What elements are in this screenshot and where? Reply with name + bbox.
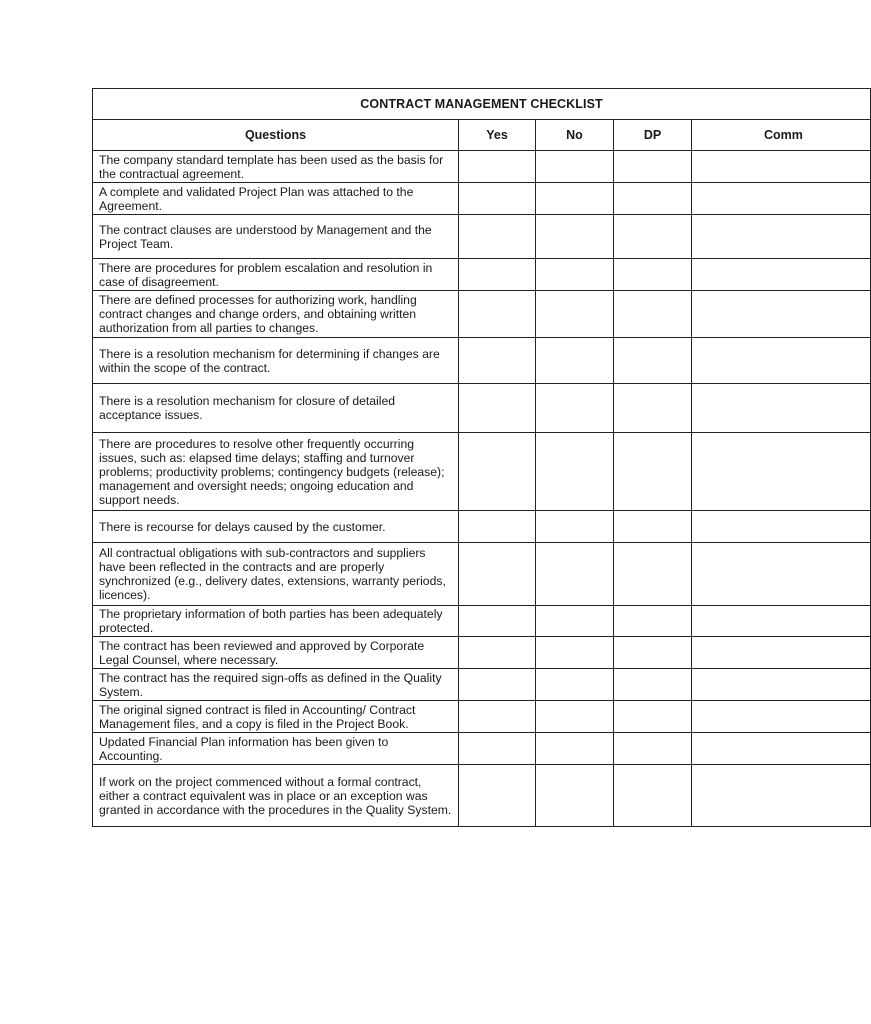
table-row [93, 543, 871, 606]
question-text: There is a resolution mechanism for determining if changes are within the scope of the contract. [93, 338, 459, 384]
dp-cell[interactable] [614, 433, 692, 511]
comments-cell[interactable] [692, 215, 871, 259]
table-row [93, 606, 871, 637]
question-text: The company standard template has been used as the basis for the contractual agreement. [93, 151, 459, 183]
question-text: There is a resolution mechanism for closure of detailed acceptance issues. [93, 384, 459, 433]
dp-cell[interactable] [614, 384, 692, 433]
dp-cell[interactable] [614, 637, 692, 669]
yes-cell[interactable] [459, 669, 536, 701]
table-row [93, 338, 871, 384]
dp-cell[interactable] [614, 511, 692, 543]
table-row [93, 384, 871, 433]
no-cell[interactable] [536, 669, 614, 701]
yes-cell[interactable] [459, 606, 536, 637]
table-row [93, 259, 871, 291]
comments-cell[interactable] [692, 433, 871, 511]
no-cell[interactable] [536, 701, 614, 733]
no-cell[interactable] [536, 183, 614, 215]
comments-cell[interactable] [692, 511, 871, 543]
yes-cell[interactable] [459, 384, 536, 433]
dp-cell[interactable] [614, 259, 692, 291]
comments-cell[interactable] [692, 637, 871, 669]
table-row [93, 669, 871, 701]
yes-cell[interactable] [459, 291, 536, 338]
comments-cell[interactable] [692, 543, 871, 606]
comments-cell[interactable] [692, 338, 871, 384]
question-text: The contract clauses are understood by Management and the Project Team. [93, 215, 459, 259]
yes-cell[interactable] [459, 765, 536, 827]
table-row [93, 215, 871, 259]
no-cell[interactable] [536, 384, 614, 433]
dp-column-header: DP [614, 120, 692, 151]
checklist-table [92, 88, 871, 827]
yes-cell[interactable] [459, 511, 536, 543]
comments-cell[interactable] [692, 291, 871, 338]
comments-cell[interactable] [692, 183, 871, 215]
comments-cell[interactable] [692, 384, 871, 433]
checklist-title: CONTRACT MANAGEMENT CHECKLIST [93, 89, 871, 120]
question-text: Updated Financial Plan information has been given to Accounting. [93, 733, 459, 765]
table-row [93, 733, 871, 765]
table-row [93, 637, 871, 669]
table-row [93, 151, 871, 183]
questions-column-header: Questions [93, 120, 459, 151]
question-text: There are defined processes for authorizing work, handling contract changes and change orders, and obtaining written authorization from all parties to changes. [93, 291, 459, 338]
comments-cell[interactable] [692, 701, 871, 733]
yes-cell[interactable] [459, 151, 536, 183]
comments-cell[interactable] [692, 151, 871, 183]
question-text: The contract has been reviewed and approved by Corporate Legal Counsel, where necessary. [93, 637, 459, 669]
yes-cell[interactable] [459, 338, 536, 384]
checklist-sheet [92, 88, 803, 827]
dp-cell[interactable] [614, 701, 692, 733]
comments-cell[interactable] [692, 606, 871, 637]
no-cell[interactable] [536, 511, 614, 543]
dp-cell[interactable] [614, 215, 692, 259]
dp-cell[interactable] [614, 291, 692, 338]
no-cell[interactable] [536, 215, 614, 259]
table-row [93, 511, 871, 543]
comments-cell[interactable] [692, 669, 871, 701]
yes-cell[interactable] [459, 433, 536, 511]
yes-column-header: Yes [459, 120, 536, 151]
dp-cell[interactable] [614, 765, 692, 827]
question-text: The original signed contract is filed in Accounting/ Contract Management files, and a copy is filed in the Project Book. [93, 701, 459, 733]
yes-cell[interactable] [459, 183, 536, 215]
comments-cell[interactable] [692, 733, 871, 765]
table-row [93, 291, 871, 338]
question-text: There are procedures for problem escalation and resolution in case of disagreement. [93, 259, 459, 291]
no-cell[interactable] [536, 733, 614, 765]
dp-cell[interactable] [614, 543, 692, 606]
comments-column-header: Comm [692, 120, 871, 151]
no-cell[interactable] [536, 259, 614, 291]
yes-cell[interactable] [459, 733, 536, 765]
no-cell[interactable] [536, 151, 614, 183]
question-text: If work on the project commenced without a formal contract, either a contract equivalent was in place or an exception was granted in accordance with the procedures in the Quality System. [93, 765, 459, 827]
dp-cell[interactable] [614, 151, 692, 183]
question-text: There is recourse for delays caused by the customer. [93, 511, 459, 543]
no-cell[interactable] [536, 543, 614, 606]
yes-cell[interactable] [459, 259, 536, 291]
dp-cell[interactable] [614, 338, 692, 384]
dp-cell[interactable] [614, 606, 692, 637]
question-text: The proprietary information of both parties has been adequately protected. [93, 606, 459, 637]
yes-cell[interactable] [459, 543, 536, 606]
no-cell[interactable] [536, 291, 614, 338]
table-row [93, 183, 871, 215]
dp-cell[interactable] [614, 183, 692, 215]
comments-cell[interactable] [692, 259, 871, 291]
comments-cell[interactable] [692, 765, 871, 827]
no-cell[interactable] [536, 433, 614, 511]
no-cell[interactable] [536, 637, 614, 669]
yes-cell[interactable] [459, 215, 536, 259]
table-row [93, 433, 871, 511]
dp-cell[interactable] [614, 733, 692, 765]
no-cell[interactable] [536, 765, 614, 827]
question-text: A complete and validated Project Plan was attached to the Agreement. [93, 183, 459, 215]
column-header-row [93, 120, 871, 151]
dp-cell[interactable] [614, 669, 692, 701]
yes-cell[interactable] [459, 701, 536, 733]
question-text: There are procedures to resolve other frequently occurring issues, such as: elapsed time delays; staffing and turnover problems; productivity problems; contingency budgets (release); management and oversight needs; ongoing education and support needs. [93, 433, 459, 511]
table-row [93, 765, 871, 827]
yes-cell[interactable] [459, 637, 536, 669]
table-row [93, 701, 871, 733]
question-text: The contract has the required sign-offs as defined in the Quality System. [93, 669, 459, 701]
no-cell[interactable] [536, 606, 614, 637]
no-column-header: No [536, 120, 614, 151]
question-text: All contractual obligations with sub-contractors and suppliers have been reflected in the contracts and are properly synchronized (e.g., delivery dates, extensions, warranty periods, licences). [93, 543, 459, 606]
no-cell[interactable] [536, 338, 614, 384]
